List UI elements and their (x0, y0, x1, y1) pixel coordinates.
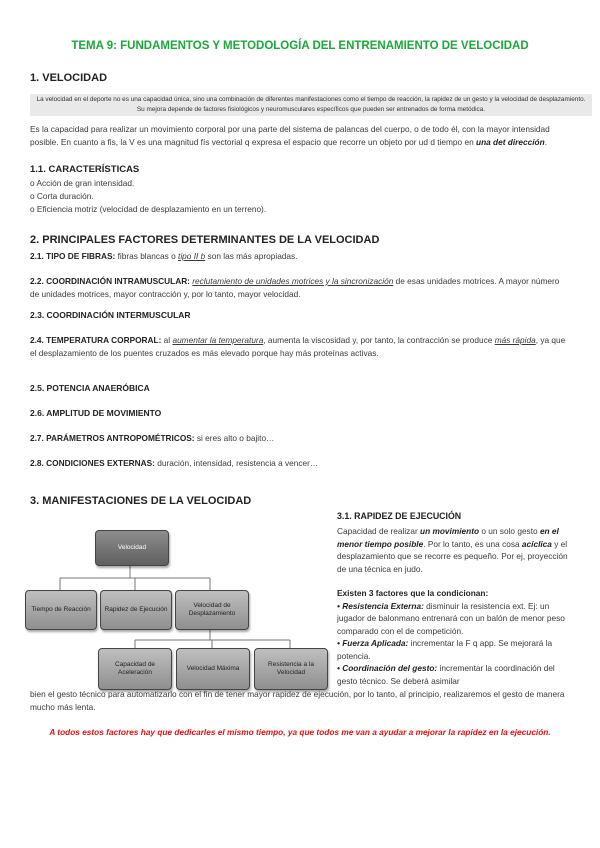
diagram-node-desplazamiento: Velocidad de Desplazamiento (175, 590, 249, 630)
section-3-heading: 3. MANIFESTACIONES DE LA VELOCIDAD (30, 495, 252, 507)
factor-intermuscular-heading: 2.3. COORDINACIÓN INTERMUSCULAR (30, 310, 191, 320)
factor-intramuscular-heading: 2.2. COORDINACIÓN INTRAMUSCULAR: (30, 276, 190, 286)
rapidez-factors-heading: Existen 3 factores que la condicionan: (337, 588, 489, 598)
factor-potencia-heading: 2.5. POTENCIA ANAERÓBICA (30, 383, 150, 393)
list-item: o Acción de gran intensidad. (30, 178, 135, 188)
rapidez-continuation: bien el gesto técnico para automatizarlo con el fin de tener mayor rapidez de ejecución, por lo tanto, al principio, realizaremos el gesto de manera mucho más lenta. (30, 689, 565, 712)
factor-resistencia-heading: • Resistencia Externa: (337, 600, 424, 611)
factor-fibras-heading: 2.1. TIPO DE FIBRAS: (30, 251, 116, 261)
rapidez-text-c: . Por lo tanto, es una cosa (423, 538, 522, 549)
factor-temperatura-heading: 2.4. TEMPERATURA CORPORAL: (30, 335, 162, 345)
rapidez-emphasis-c: acíclica (521, 538, 552, 549)
section-2-heading: 2. PRINCIPALES FACTORES DETERMINANTES DE LA VELOCIDAD (30, 234, 380, 246)
factor-resistencia-text: disminuir la resistencia ext. Ej: un jugador de balonmano entrenará con un balón de menor peso comparado con el de competición. (337, 600, 565, 636)
factor-fibras-text: fibras blancas o (115, 251, 179, 261)
factor-temperatura-text-c: , ya que el desplazamiento de los puentes cruzados es más elevado porque hay más proteínas activas. (30, 335, 566, 358)
factor-intramuscular-emphasis: reclutamiento de unidades motrices y la sincronización (192, 276, 394, 286)
factor-fuerza-heading: • Fuerza Aplicada: (337, 638, 409, 648)
factor-fibras-end: son las más apropiadas. (205, 251, 298, 261)
velocidad-direction-emphasis: una det dirección (476, 136, 545, 147)
velocidad-definition-end: . (544, 136, 548, 147)
factor-antropometricos-text: si eres alto o bajito… (194, 433, 275, 443)
factor-temperatura-emphasis-a: aumentar la temperatura (172, 335, 264, 345)
factor-externas-heading: 2.8. CONDICIONES EXTERNAS: (30, 458, 155, 468)
definition-box-text: La velocidad en el deporte no es una capacidad única, sino una combinación de diferentes manifestaciones como el tiempo de reacción, la rapidez de un gesto y la velocidad de desplazamiento. Su mejora depende de factores fisiológicos y neuromusculares específicos que pueden ser entrenados de forma metódica. (36, 96, 586, 113)
rapidez-definition (337, 525, 573, 575)
diagram-node-reaccion: Tiempo de Reacción (25, 590, 97, 630)
factor-fuerza-text: incrementar la F q app. Se mejorará la potencia. (337, 638, 553, 661)
diagram-node-ejecucion: Rapidez de Ejecución (100, 590, 172, 630)
diagram-node-root: Velocidad (95, 530, 169, 566)
key-note-red: A todos estos factores hay que dedicarles el mismo tiempo, ya que todos me van a ayudar a mejorar la rapidez en la ejecución. (49, 727, 551, 737)
rapidez-factors (337, 587, 573, 687)
rapidez-emphasis-a: un movimiento (420, 526, 480, 536)
factor-intramuscular-text: de esas unidades motrices. A mayor número de unidades motrices, mayor contracción y, por lo tanto, mayor velocidad. (30, 276, 560, 299)
list-item: o Corta duración. (30, 191, 94, 201)
rapidez-heading: 3.1. RAPIDEZ DE EJECUCIÓN (337, 511, 462, 521)
diagram-node-resistencia: Resistencia a la Velocidad (254, 648, 328, 690)
rapidez-text-b: o un solo gesto (479, 526, 540, 536)
factor-temperatura-emphasis-b: más rápida (494, 335, 536, 345)
factor-temperatura-text-b: , aumenta la viscosidad y, por tanto, la contracción se produce (263, 335, 495, 345)
page-title: TEMA 9: FUNDAMENTOS Y METODOLOGÍA DEL ENTRENAMIENTO DE VELOCIDAD (71, 40, 529, 52)
diagram-node-maxima: Velocidad Máxima (176, 648, 250, 690)
rapidez-emphasis-b: en el menor tiempo posible (337, 526, 559, 549)
list-item: o Eficiencia motriz (velocidad de desplazamiento en un terreno). (30, 204, 267, 214)
factor-fibras-emphasis: tipo II b (178, 251, 206, 261)
rapidez-text-d: y el desplazamiento que se recorre es pequeño. Por ej, proyección de una técnica en judo. (337, 538, 568, 574)
rapidez-text-a: Capacidad de realizar (337, 526, 421, 536)
section-1-heading: 1. VELOCIDAD (30, 72, 108, 84)
factor-antropometricos-heading: 2.7. PARÁMETROS ANTROPOMÉTRICOS: (30, 433, 195, 443)
caracteristicas-heading: 1.1. CARACTERÍSTICAS (30, 164, 140, 175)
factor-temperatura-text-a: al (161, 335, 173, 345)
velocidad-definition-text: Es la capacidad para realizar un movimiento corporal por una parte del sistema de palancas del cuerpo, o de todo él, con la mayor intensidad posible. En cuanto a fis, la V es una magnitud fís vectorial q expresa el espacio que recorre un objeto por ud d tiempo en (30, 124, 550, 147)
factor-coordinacion-text: incrementar la coordinación del gesto técnico. Se deberá asimilar (337, 663, 555, 686)
factor-coordinacion-heading: • Coordinación del gesto: (337, 663, 438, 673)
factor-externas-text: duración, intensidad, resistencia a vencer… (154, 458, 319, 468)
factor-amplitud-heading: 2.6. AMPLITUD DE MOVIMIENTO (30, 408, 162, 418)
diagram-node-aceleracion: Capacidad de Aceleración (98, 648, 172, 690)
